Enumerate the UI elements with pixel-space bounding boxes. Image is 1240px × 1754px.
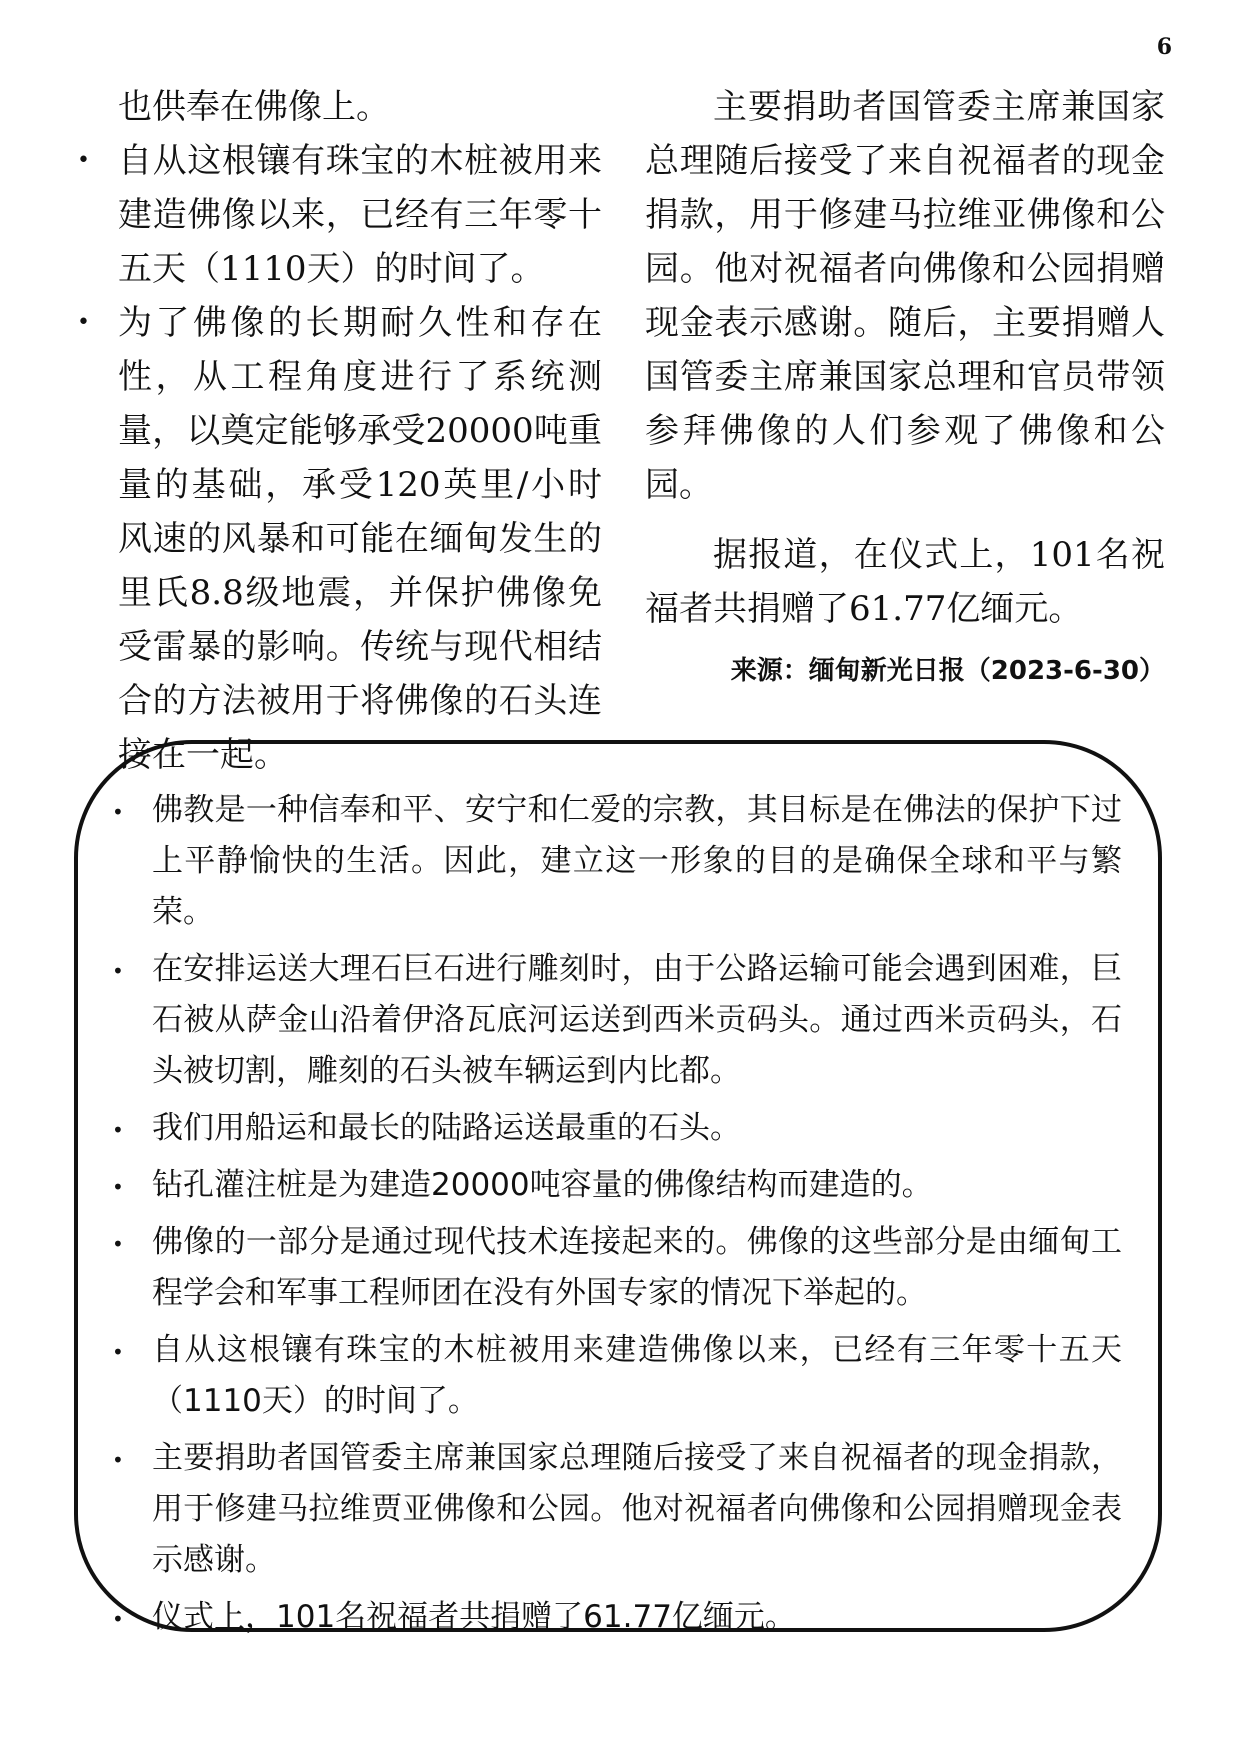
summary-item-text: 自从这根镶有珠宝的木桩被用来建造佛像以来，已经有三年零十五天（1110天）的时间了。 <box>152 1332 1122 1419</box>
bullet-icon: • <box>77 148 90 173</box>
bullet-icon: • <box>112 1607 124 1631</box>
summary-item-text: 佛教是一种信奉和平、安宁和仁爱的宗教，其目标是在佛法的保护下过上平静愉快的生活。因此，建立这一形象的目的是确保全球和平与繁荣。 <box>152 792 1122 930</box>
source-citation: 来源：缅甸新光日报（2023-6-30） <box>730 656 1165 686</box>
bullet-icon: • <box>112 1118 124 1142</box>
summary-item <box>112 785 1122 938</box>
list-item-text: 为了佛像的长期耐久性和存在性，从工程角度进行了系统测量，以奠定能够承受20000吨重量的基础，承受120英里/小时风速的风暴和可能在缅甸发生的里氏8.8级地震，并保护佛像免受雷暴的影响。传统与现代相结合的方法被用于将佛像的石头连接在一起。 <box>118 303 602 775</box>
summary-item <box>112 944 1122 1097</box>
bullet-icon: • <box>112 1340 124 1364</box>
bullet-icon: • <box>112 959 124 983</box>
list-item-text: 自从这根镶有珠宝的木桩被用来建造佛像以来，已经有三年零十五天（1110天）的时间了。 <box>118 141 602 289</box>
summary-item <box>112 1103 1122 1154</box>
page-number: 6 <box>1156 34 1172 60</box>
body-paragraph: 据报道，在仪式上，101名祝福者共捐赠了61.77亿缅元。 <box>645 535 1165 629</box>
summary-item-text: 我们用船运和最长的陆路运送最重的石头。 <box>152 1110 741 1146</box>
bullet-icon: • <box>112 800 124 824</box>
summary-item <box>112 1592 1122 1643</box>
summary-item-text: 在安排运送大理石巨石进行雕刻时，由于公路运输可能会遇到困难，巨石被从萨金山沿着伊洛瓦底河运送到西米贡码头。通过西米贡码头，石头被切割，雕刻的石头被车辆运到内比都。 <box>152 951 1122 1089</box>
bullet-icon: • <box>77 310 90 335</box>
continued-paragraph: 也供奉在佛像上。 <box>118 87 390 127</box>
bullet-icon: • <box>112 1232 124 1256</box>
summary-item-text: 主要捐助者国管委主席兼国家总理随后接受了来自祝福者的现金捐款，用于修建马拉维贾亚佛像和公园。他对祝福者向佛像和公园捐赠现金表示感谢。 <box>152 1440 1122 1578</box>
body-paragraph: 主要捐助者国管委主席兼国家总理随后接受了来自祝福者的现金捐款，用于修建马拉维亚佛像和公园。他对祝福者向佛像和公园捐赠现金表示感谢。随后，主要捐赠人国管委主席兼国家总理和官员带领参拜佛像的人们参观了佛像和公园。 <box>645 87 1165 505</box>
summary-item-text: 佛像的一部分是通过现代技术连接起来的。佛像的这些部分是由缅甸工程学会和军事工程师团在没有外国专家的情况下举起的。 <box>152 1224 1122 1311</box>
left-bullet-list <box>72 134 602 782</box>
list-item <box>72 134 602 296</box>
summary-item <box>112 1217 1122 1319</box>
summary-list <box>112 785 1122 1649</box>
summary-item <box>112 1325 1122 1427</box>
summary-item <box>112 1160 1122 1211</box>
right-column <box>645 80 1165 698</box>
summary-item <box>112 1433 1122 1586</box>
list-item <box>72 296 602 782</box>
bullet-icon: • <box>112 1175 124 1199</box>
left-column <box>72 80 602 782</box>
summary-item-text: 仪式上，101名祝福者共捐赠了61.77亿缅元。 <box>152 1599 796 1635</box>
summary-item-text: 钻孔灌注桩是为建造20000吨容量的佛像结构而建造的。 <box>152 1167 933 1203</box>
bullet-icon: • <box>112 1448 124 1472</box>
